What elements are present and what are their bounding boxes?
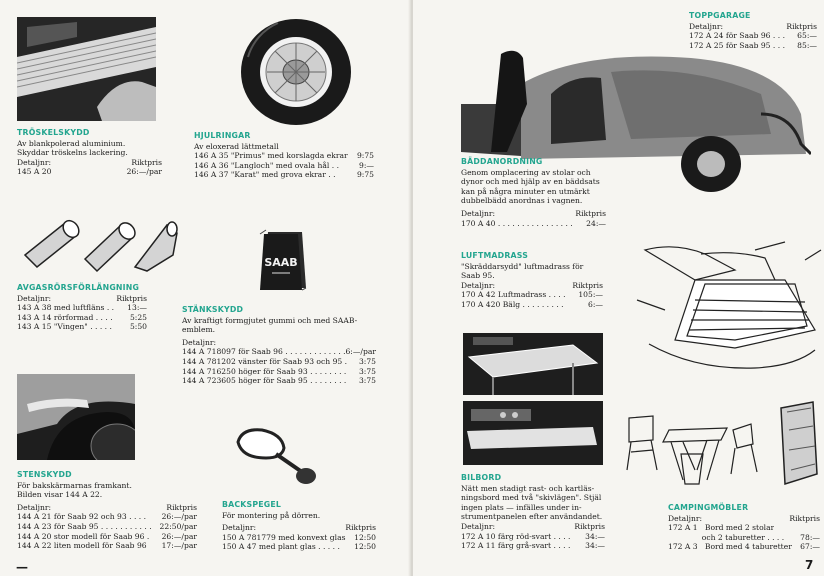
table-row: 146 A 35 "Primus" med korslagda ekrar 9:75 [194, 151, 374, 161]
table-row: 144 A 781202 vänster för Saab 93 och 95 . 3:75 [182, 356, 376, 366]
col-label-partno: Detaljnr: [689, 21, 724, 31]
mudflaps-section [182, 305, 376, 386]
col-label-partno: Detaljnr: [461, 208, 496, 218]
col-label-price: Riktpris [574, 521, 605, 531]
table-row: 144 A 20 stor modell för Saab 96 . 26:—/par [17, 531, 197, 541]
air-mattress-section [461, 251, 603, 310]
col-label-price: Riktpris [131, 157, 162, 167]
table-row: 143 A 14 rörformad . . . . 5:25 [17, 312, 147, 322]
stone-guard-title: STENSKYDD [17, 470, 72, 479]
table-row: 144 A 21 för Saab 92 och 93 . . . . 26:—/par [17, 512, 197, 522]
car-table-section [461, 473, 605, 551]
col-label-partno: Detaljnr: [461, 521, 496, 531]
desc-line: Bilden visar 144 A 22. [17, 490, 103, 500]
table-row: 170 A 420 Bälg . . . . . . . . . 6:— [461, 299, 603, 309]
desc-line: ningsbord med två "skivlägen". Stjäl [461, 493, 602, 503]
col-label-partno: Detaljnr: [17, 157, 52, 167]
desc-line: "Skräddarsydd" luftmadrass för [461, 261, 584, 271]
table-row: 144 A 23 för Saab 95 . . . . . . . . . . . 22:50/par [17, 521, 197, 531]
air-mattress-title: LUFTMADRASS [461, 251, 529, 260]
table-row: 146 A 36 "Langloch" med ovala hål . . 9:— [194, 160, 374, 170]
table-row: 150 A 781779 med konvext glas 12:50 [222, 532, 376, 542]
table-row: 144 A 718097 för Saab 96 . . . . . . . . . . . . . 6:—/par [182, 347, 376, 357]
mudflaps-title: STÄNKSKYDD [182, 305, 244, 314]
threshold-guard-title: TRÖSKELSKYDD [17, 128, 90, 137]
col-label-partno: Detaljnr: [461, 280, 496, 290]
desc-line: Nätt men stadigt rast- och kartläs- [461, 483, 595, 493]
camping-furniture-drawing [623, 400, 823, 490]
top-garage-section [689, 11, 817, 50]
table-row: 145 A 20 26:—/par [17, 167, 162, 177]
page-number-right: 7 [805, 558, 814, 572]
desc-line: Av kraftigt formgjutet gummi och med SAAB- [182, 315, 358, 325]
desc-line: Av blankpolerad aluminium. [17, 138, 126, 148]
table-row: 144 A 22 liten modell för Saab 96 17:—/par [17, 541, 197, 551]
table-row: 144 A 716250 höger för Saab 93 . . . . . . . . 3:75 [182, 366, 376, 376]
camping-furniture-section [668, 503, 820, 552]
hubcaps-title: HJULRINGAR [194, 131, 251, 140]
table-row: 172 A 11 färg grå-svart . . . . 34:— [461, 541, 605, 551]
desc-line: kan på några minuter en utmärkt [461, 186, 590, 196]
col-label-price: Riktpris [789, 513, 820, 523]
right-page [413, 0, 824, 576]
col-label-price: Riktpris [572, 280, 603, 290]
desc-line: Skyddar tröskelns lackering. [17, 148, 128, 158]
col-label-price: Riktpris [116, 293, 147, 303]
desc-line: strumentpanelen efter användandet. [461, 512, 603, 522]
table-row: 170 A 40 . . . . . . . . . . . . . . . . 24:— [461, 218, 606, 228]
exhaust-extensions-image [17, 215, 182, 277]
table-row: 150 A 47 med plant glas . . . . . 12:50 [222, 542, 376, 552]
col-label-price: Riktpris [786, 21, 817, 31]
table-row: 172 A 24 för Saab 96 . . . 65:— [689, 31, 817, 41]
desc-line: dubbelbädd anordnas i vagnen. [461, 196, 583, 206]
desc-line: För bakskärmarnas framkant. [17, 480, 132, 490]
col-label-partno: Detaljnr: [182, 337, 217, 347]
table-row: 172 A 1 Bord med 2 stolar [668, 523, 775, 533]
col-label-partno: Detaljnr: [17, 502, 52, 512]
bed-title: BÄDDANORDNING [461, 157, 543, 166]
table-row: 172 A 3 Bord med 4 taburetter 67:— [668, 542, 820, 552]
car-table-title: BILBORD [461, 473, 502, 482]
desc-line: Av eloxerad lättmetall [194, 141, 279, 151]
table-row: och 2 taburetter . . . . 78:— [668, 532, 820, 542]
threshold-guard-section [17, 128, 162, 177]
table-row: 144 A 723605 höger för Saab 95 . . . . . . . . 3:75 [182, 376, 376, 386]
col-label-price: Riktpris [166, 502, 197, 512]
left-page [0, 0, 411, 576]
threshold-guard-photo [17, 17, 156, 121]
car-table-photo-2 [463, 401, 603, 465]
page-number-left: — [16, 560, 28, 574]
col-label-price: Riktpris [575, 208, 606, 218]
top-garage-title: TOPPGARAGE [689, 11, 751, 20]
rearview-mirror-image [232, 424, 324, 488]
stone-guard-section [17, 470, 197, 551]
col-label-partno: Detaljnr: [668, 513, 703, 523]
table-row: 172 A 10 färg röd-svart . . . . 34:— [461, 531, 605, 541]
desc-line: dynor och med hjälp av en bäddsats [461, 177, 600, 187]
table-row: 146 A 37 "Karat" med grova ekrar . . 9:75 [194, 170, 374, 180]
car-table-photo-1 [463, 333, 603, 395]
exhaust-section [17, 283, 147, 332]
table-row: 143 A 15 "Vingen" . . . . . 5:50 [17, 322, 147, 332]
table-row: 172 A 25 för Saab 95 . . . 85:— [689, 40, 817, 50]
mirror-title: BACKSPEGEL [222, 500, 282, 509]
mirror-section [222, 500, 376, 552]
desc-line: ingen plats — infälles under in- [461, 502, 582, 512]
saab-badge: SAAB [264, 256, 298, 269]
table-row: 170 A 42 Luftmadrass . . . . 105:— [461, 290, 603, 300]
desc-line: För montering på dörren. [222, 510, 321, 520]
saab-mudflap-image [258, 228, 310, 292]
desc-line: emblem. [182, 325, 216, 335]
desc-line: Saab 95. [461, 271, 495, 281]
air-mattress-drawing [635, 240, 823, 385]
desc-line: Genom omplacering av stolar och [461, 167, 591, 177]
col-label-partno: Detaljnr: [222, 523, 257, 533]
camping-furniture-title: CAMPINGMÖBLER [668, 503, 749, 512]
hubcaps-section [194, 131, 374, 180]
table-row: 143 A 38 med luftfläns . . 13:— [17, 303, 147, 313]
stone-guard-photo [17, 374, 135, 460]
bed-section [461, 157, 606, 228]
col-label-partno: Detaljnr: [17, 293, 52, 303]
col-label-price: Riktpris [345, 523, 376, 533]
exhaust-title: AVGASRÖRSFÖRLÄNGNING [17, 283, 140, 292]
wheel-hubcap-image [238, 17, 354, 127]
